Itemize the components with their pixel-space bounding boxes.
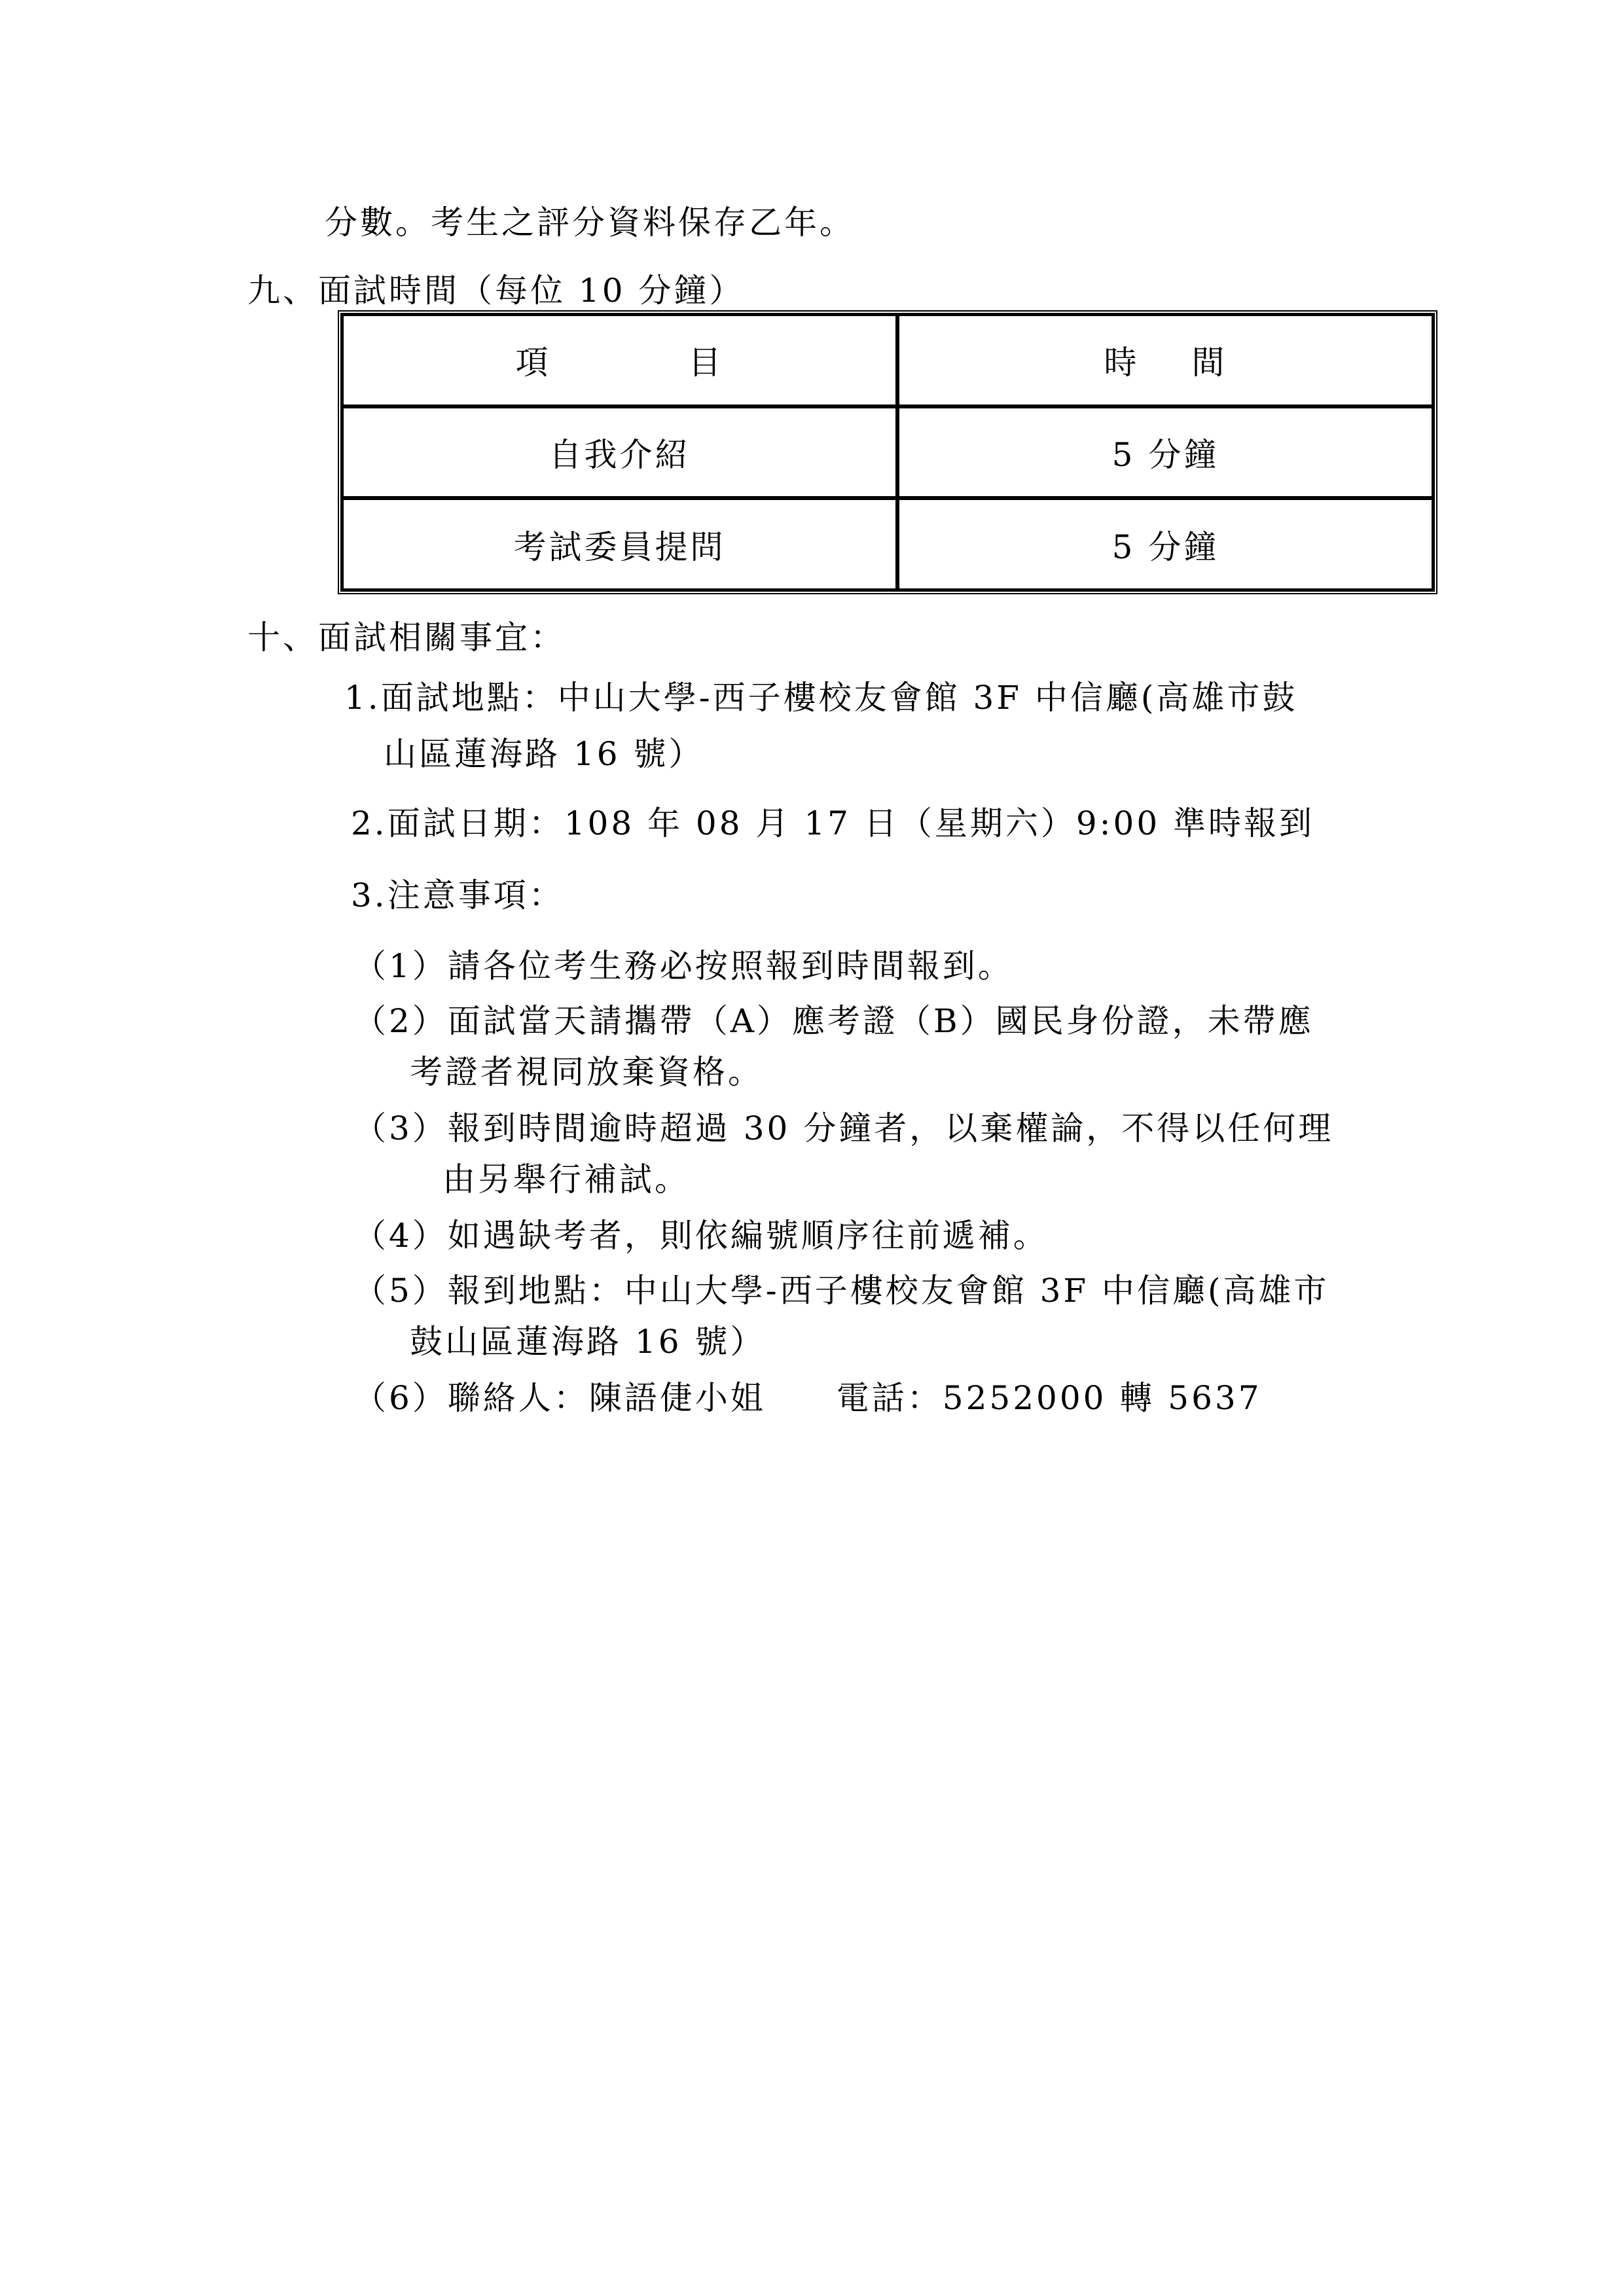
note-5-line1: （5）報到地點：中山大學-西子樓校友會館 3F 中信廳(高雄市 (353, 1272, 1329, 1310)
section9-heading: 九、面試時間（每位 10 分鐘） (247, 272, 745, 310)
section10-heading: 十、面試相關事宜： (247, 619, 566, 656)
header-item-char1: 項 (515, 344, 551, 382)
note-5-line2: 鼓山區蓮海路 16 號） (410, 1323, 766, 1361)
section8-tail-text: 分數。考生之評分資料保存乙年。 (325, 204, 855, 242)
note-3-line2: 由另舉行補試。 (442, 1160, 690, 1198)
table-row-item: 考試委員提問 (342, 498, 897, 590)
note-1: （1）請各位考生務必按照報到時間報到。 (353, 947, 1013, 985)
header-time-char2: 間 (1191, 344, 1227, 382)
interview-date: 2.面試日期：108 年 08 月 17 日（星期六）9:00 準時報到 (351, 804, 1315, 842)
interview-time-table (338, 310, 1437, 594)
table-row-time: 5 分鐘 (897, 498, 1434, 590)
table-row-time: 5 分鐘 (897, 406, 1434, 499)
note-2-line1: （2）面試當天請攜帶（A）應考證（B）國民身份證，未帶應 (353, 1002, 1314, 1040)
table-row-item: 自我介紹 (342, 406, 897, 499)
notes-heading: 3.注意事項： (351, 876, 564, 914)
note-4: （4）如遇缺考者，則依編號順序往前遞補。 (353, 1217, 1049, 1255)
location-line2: 山區蓮海路 16 號） (384, 735, 704, 773)
note-2-line2: 考證者視同放棄資格。 (410, 1053, 763, 1091)
header-item-char2: 目 (688, 344, 724, 382)
table-header-item (342, 314, 897, 406)
note-6-contact: （6）聯絡人：陳語倢小姐 電話：5252000 轉 5637 (353, 1379, 1262, 1417)
header-time-char1: 時 (1104, 344, 1140, 382)
location-line1: 1.面試地點：中山大學-西子樓校友會館 3F 中信廳(高雄市鼓 (344, 679, 1298, 717)
table-header-time (897, 314, 1434, 406)
note-3-line1: （3）報到時間逾時超過 30 分鐘者，以棄權論，不得以任何理 (353, 1109, 1334, 1147)
